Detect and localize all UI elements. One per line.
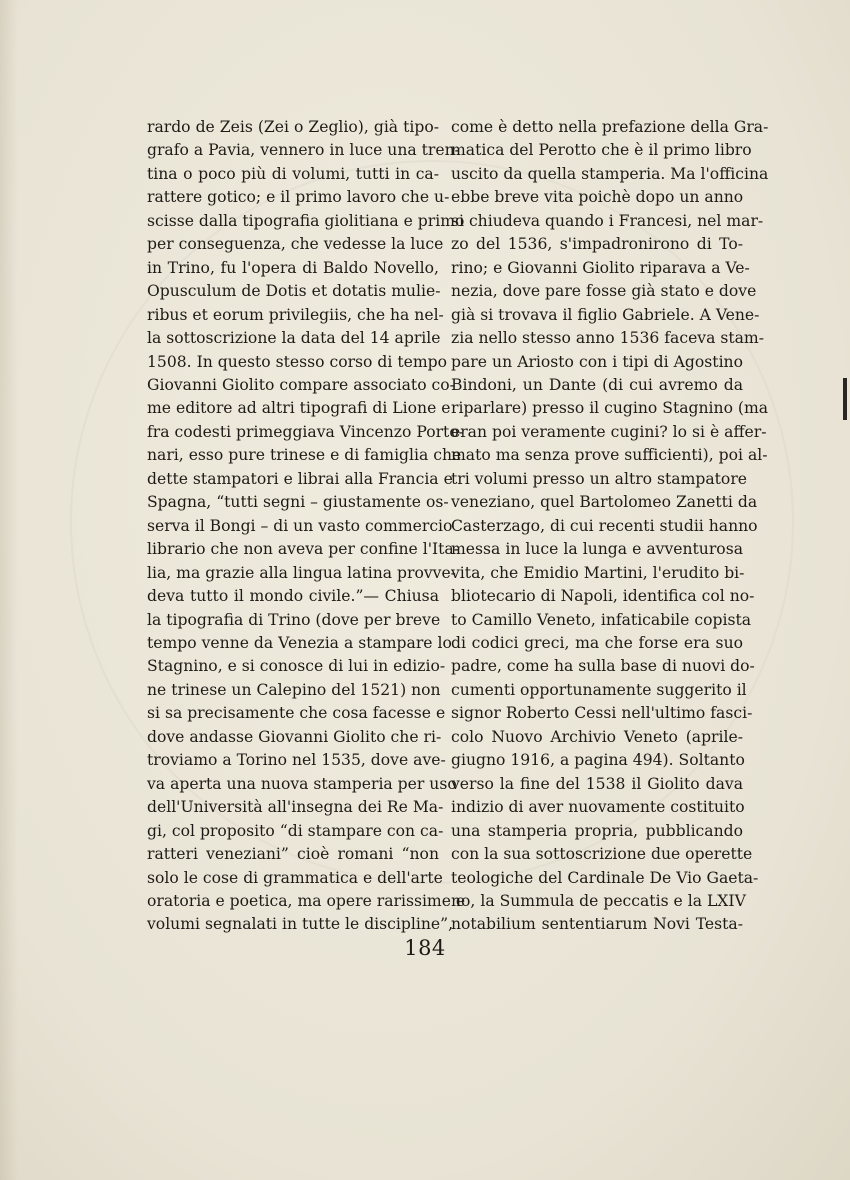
left-column-line: in Trino, fu l'opera di Baldo Novello, <box>147 258 439 277</box>
right-column-line: eran poi veramente cugini? lo si è affer- <box>451 422 767 441</box>
left-column-line: per conseguenza, che vedesse la luce <box>147 235 444 254</box>
left-column-line: dette stampatori e librai alla Francia e <box>147 469 453 488</box>
left-column-line: la tipografia di Trino (dove per breve <box>147 610 441 629</box>
right-text-column <box>451 116 769 937</box>
left-column-line: ribus et eorum privilegiis, che ha nel- <box>147 305 444 324</box>
right-column-line: giugno 1916, a pagina 494). Soltanto <box>451 751 745 770</box>
left-column-line: nari, esso pure trinese e di famiglia che <box>147 446 462 465</box>
right-column-line: Bindoni, un Dante (di cui avremo da <box>451 375 743 394</box>
right-column-line: veneziano, quel Bartolomeo Zanetti da <box>451 493 758 512</box>
right-column-line: ebbe breve vita poichè dopo un anno <box>451 188 744 207</box>
right-column-line: no, la Summula de peccatis e la LXIV <box>451 891 746 910</box>
left-column-line: si sa precisamente che cosa facesse e <box>147 704 446 723</box>
right-column-line: matica del Perotto che è il primo libro <box>451 141 752 160</box>
left-column-line: librario che non aveva per confine l'Ita- <box>147 540 459 559</box>
left-column-line: Spagna, “tutti segni – giustamente os- <box>147 493 449 512</box>
right-column-line: riparlare) presso il cugino Stagnino (ma <box>451 399 769 418</box>
left-column-line: tempo venne da Venezia a stampare lo <box>147 633 452 652</box>
right-column-line: Casterzago, di cui recenti studii hanno <box>451 516 758 535</box>
right-column-line: pare un Ariosto con i tipi di Agostino <box>451 352 743 371</box>
right-column-line: teologiche del Cardinale De Vio Gaeta- <box>451 868 759 887</box>
right-column-line: zo del 1536, s'impadronirono di To- <box>451 235 743 254</box>
right-column-line: indizio di aver nuovamente costituito <box>451 798 745 817</box>
right-column-line: vita, che Emidio Martini, l'erudito bi- <box>451 563 745 582</box>
left-column-line: rardo de Zeis (Zei o Zeglio), già tipo- <box>147 118 439 136</box>
right-column-line: bliotecario di Napoli, identifica col no- <box>451 587 755 606</box>
right-column-line: come è detto nella prefazione della Gra- <box>451 118 769 136</box>
left-column-line: lia, ma grazie alla lingua latina provve- <box>147 563 456 582</box>
binding-shadow <box>0 0 18 1180</box>
page-number: 184 <box>404 936 446 960</box>
right-column-line: signor Roberto Cessi nell'ultimo fasci- <box>451 704 753 723</box>
right-column-line: notabilium sententiarum Novi Testa- <box>451 915 743 934</box>
left-column-line: tina o poco più di volumi, tutti in ca- <box>147 164 439 183</box>
right-column-line: colo Nuovo Archivio Veneto (aprile- <box>451 727 743 746</box>
right-column-line: con la sua sottoscrizione due operette <box>451 845 753 864</box>
left-column-line: solo le cose di grammatica e dell'arte <box>147 868 443 887</box>
left-text-column <box>147 116 466 937</box>
right-column-line: si chiudeva quando i Francesi, nel mar- <box>451 211 764 230</box>
left-column-line: oratoria e poetica, ma opere rarissime e <box>147 891 466 910</box>
right-column-line: rino; e Giovanni Giolito riparava a Ve- <box>451 258 750 277</box>
left-column-line: volumi segnalati in tutte le discipline”, <box>147 915 454 934</box>
left-column-line: dove andasse Giovanni Giolito che ri- <box>147 727 442 746</box>
left-column-line: troviamo a Torino nel 1535, dove ave- <box>147 751 446 770</box>
right-column-line: padre, come ha sulla base di nuovi do- <box>451 657 755 676</box>
right-column-line: to Camillo Veneto, infaticabile copista <box>451 610 752 629</box>
left-column-line: ne trinese un Calepino del 1521) non <box>147 680 441 699</box>
right-column-line: mato ma senza prove sufficienti), poi al- <box>451 446 768 465</box>
right-column-line: una stamperia propria, pubblicando <box>451 821 743 840</box>
left-column-line: serva il Bongi – di un vasto commercio <box>147 516 453 535</box>
left-column-line: grafo a Pavia, vennero in luce una tren- <box>147 141 460 160</box>
right-column-line: di codici greci, ma che forse era suo <box>451 633 743 652</box>
left-column-line: dell'Università all'insegna dei Re Ma- <box>147 798 444 817</box>
left-column-line: Giovanni Giolito compare associato co- <box>147 375 455 394</box>
left-column-line: deva tutto il mondo civile.”— Chiusa <box>147 587 439 606</box>
left-column-line: scisse dalla tipografia giolitiana e primo <box>147 211 465 230</box>
left-column-line: la sottoscrizione la data del 14 aprile <box>147 329 441 348</box>
left-column-line: va aperta una nuova stamperia per uso <box>147 774 457 793</box>
right-column-line: zia nello stesso anno 1536 faceva stam- <box>451 329 764 348</box>
right-column-line: messa in luce la lunga e avventurosa <box>451 540 743 559</box>
right-column-line: nezia, dove pare fosse già stato e dove <box>451 282 757 301</box>
left-column-line: Opusculum de Dotis et dotatis mulie- <box>147 282 441 301</box>
right-column-line: cumenti opportunamente suggerito il <box>451 680 747 699</box>
right-column-line: tri volumi presso un altro stampatore <box>451 469 747 488</box>
page-edge-mark <box>843 378 847 420</box>
left-column-line: 1508. In questo stesso corso di tempo <box>147 352 447 371</box>
left-column-line: ratteri veneziani” cioè romani “non <box>147 845 439 864</box>
right-column-line: uscito da quella stamperia. Ma l'officina <box>451 164 769 183</box>
left-column-line: me editore ad altri tipografi di Lione e <box>147 399 451 418</box>
right-column-line: già si trovava il figlio Gabriele. A Vene- <box>451 305 760 324</box>
left-column-line: fra codesti primeggiava Vincenzo Porto- <box>147 422 464 441</box>
right-column-line: verso la fine del 1538 il Giolito dava <box>451 774 743 793</box>
left-column-line: Stagnino, e si conosce di lui in edizio- <box>147 657 446 676</box>
left-column-line: gi, col proposito “di stampare con ca- <box>147 821 444 840</box>
left-column-line: rattere gotico; e il primo lavoro che u- <box>147 188 450 207</box>
